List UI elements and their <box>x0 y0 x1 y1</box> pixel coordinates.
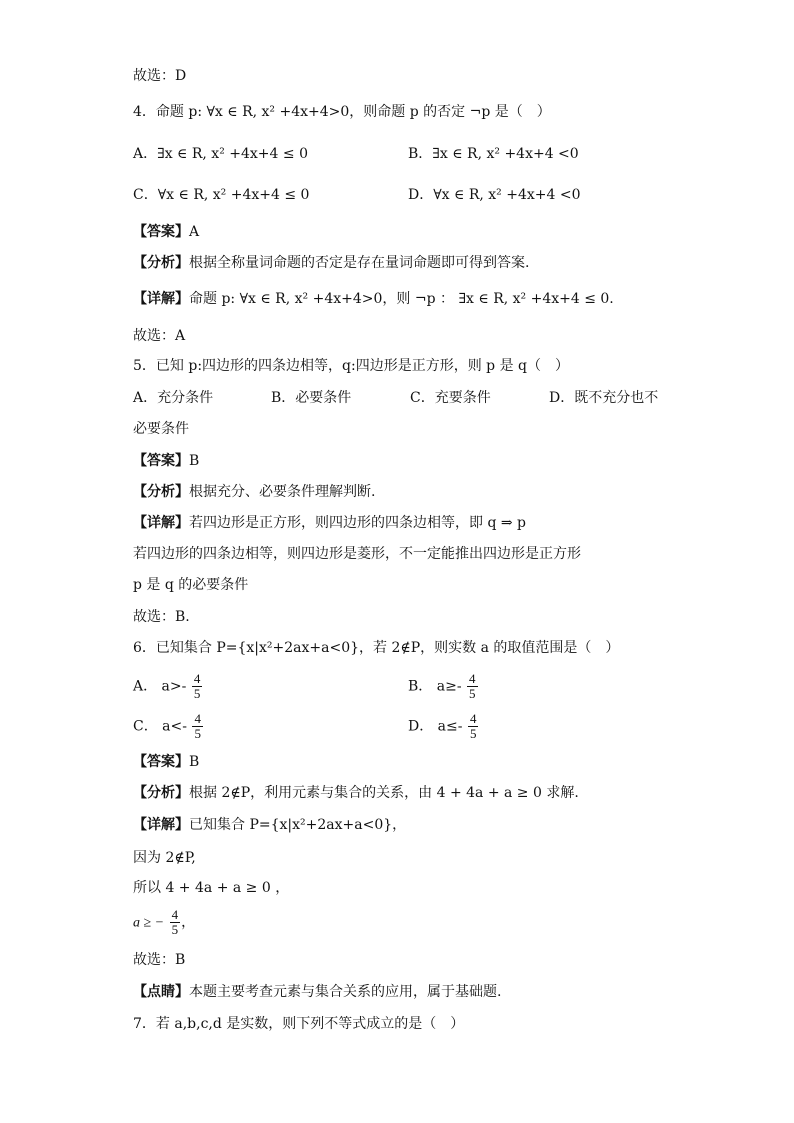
question-6-analysis <box>133 783 579 803</box>
analysis-text: 根据全称量词命题的否定是存在量词命题即可得到答案. <box>189 255 530 271</box>
fraction <box>192 672 203 701</box>
selection-line: 故选：D <box>133 68 187 84</box>
question-6-option-a <box>133 672 203 701</box>
analysis-tag: 【分析】 <box>133 785 189 801</box>
fraction-numerator: 4 <box>194 711 201 726</box>
question-4-analysis <box>133 253 529 273</box>
question-6-option-b <box>408 672 479 701</box>
question-5-option-d: D．既不充分也不 <box>549 390 659 406</box>
analysis-text: 根据 2∉P，利用元素与集合的关系，由 4 + 4a + a ≥ 0 求解. <box>189 785 579 801</box>
question-4-option-c: C．∀x ∈ R, x² +4x+4 ≤ 0 <box>133 187 310 203</box>
question-4-selection: 故选：A <box>133 328 186 344</box>
question-5-detail-line-2: 若四边形的四条边相等，则四边形是菱形，不一定能推出四边形是正方形 <box>133 546 581 562</box>
detail-text: 命题 p: ∀x ∈ R, x² +4x+4>0，则 ¬p ： ∃x ∈ R, x² +4x+4 ≤ 0. <box>189 291 614 307</box>
fraction-numerator: 4 <box>469 671 476 686</box>
analysis-tag: 【分析】 <box>133 484 189 500</box>
question-5-detail <box>133 513 526 533</box>
answer-tag: 【答案】 <box>133 453 189 469</box>
note-tag: 【点睛】 <box>133 984 189 1000</box>
option-c-prefix: C． a<- <box>133 718 187 735</box>
fraction-denominator: 5 <box>194 726 201 741</box>
fraction <box>468 712 479 741</box>
question-6-answer <box>133 752 199 772</box>
inequality-prefix: a ≥ − <box>133 915 165 931</box>
question-5-option-a: A．充分条件 <box>133 390 214 406</box>
detail-text: 若四边形是正方形，则四边形的四条边相等，即 q ⇒ p <box>189 515 527 531</box>
question-6-detail-line-2: 因为 2∉P, <box>133 850 196 866</box>
analysis-text: 根据充分、必要条件理解判断. <box>189 484 376 500</box>
detail-tag: 【详解】 <box>133 817 189 833</box>
fraction-numerator: 4 <box>171 907 179 922</box>
detail-tag: 【详解】 <box>133 515 189 531</box>
question-5-option-b: B．必要条件 <box>271 390 352 406</box>
question-5-detail-line-3: p 是 q 的必要条件 <box>133 577 249 593</box>
question-6-selection: 故选：B <box>133 952 186 968</box>
fraction <box>192 712 203 741</box>
option-d-prefix: D． a≤- <box>408 718 463 735</box>
fraction <box>467 672 478 701</box>
fraction-denominator: 5 <box>171 922 179 937</box>
question-5-option-d-continued: 必要条件 <box>133 421 189 437</box>
answer-value: B <box>189 453 200 469</box>
question-6-stem: 6．已知集合 P={x|x²+2ax+a<0}，若 2∉P，则实数 a 的取值范围是（ ） <box>133 640 620 656</box>
answer-value: B <box>189 754 200 770</box>
question-6-detail <box>133 815 406 835</box>
question-5-selection: 故选：B. <box>133 609 190 625</box>
answer-value: A <box>189 224 200 240</box>
fraction-numerator: 4 <box>469 711 477 726</box>
question-5-analysis <box>133 482 375 502</box>
answer-tag: 【答案】 <box>133 224 189 240</box>
question-5-stem: 5．已知 p:四边形的四条边相等，q:四边形是正方形，则 p 是 q（ ） <box>133 358 569 374</box>
fraction-numerator: 4 <box>193 671 201 686</box>
note-text: 本题主要考查元素与集合关系的应用，属于基础题. <box>189 984 502 1000</box>
question-4-stem: 4．命题 p: ∀x ∈ R, x² +4x+4>0，则命题 p 的否定 ¬p 是（ ） <box>133 104 551 120</box>
question-4-option-b: B．∃x ∈ R, x² +4x+4 <0 <box>408 146 579 162</box>
answer-tag: 【答案】 <box>133 754 189 770</box>
question-4-option-a: A．∃x ∈ R, x² +4x+4 ≤ 0 <box>133 146 308 162</box>
analysis-tag: 【分析】 <box>133 255 189 271</box>
question-4-detail <box>133 289 614 309</box>
fraction-denominator: 5 <box>193 686 201 701</box>
question-7-stem: 7．若 a,b,c,d 是实数，则下列不等式成立的是（ ） <box>133 1016 465 1032</box>
detail-text: 已知集合 P={x|x²+2ax+a<0}， <box>189 817 407 833</box>
fraction <box>170 908 181 937</box>
question-4-option-d: D．∀x ∈ R, x² +4x+4 <0 <box>408 187 581 203</box>
question-6-detail-line-3: 所以 4 + 4a + a ≥ 0 ， <box>133 880 290 896</box>
option-a-prefix: A． a>- <box>133 678 187 695</box>
question-5-option-c: C．充要条件 <box>410 390 491 406</box>
question-6-note <box>133 982 501 1002</box>
fraction-denominator: 5 <box>469 686 476 701</box>
question-6-option-c <box>133 712 204 741</box>
question-4-answer <box>133 222 199 242</box>
fraction-denominator: 5 <box>469 726 477 741</box>
question-6-option-d <box>408 712 479 741</box>
inequality-suffix: ， <box>181 914 196 931</box>
detail-tag: 【详解】 <box>133 291 189 307</box>
question-6-detail-line-4 <box>133 908 195 937</box>
option-b-prefix: B． a≥- <box>408 678 462 695</box>
question-5-answer <box>133 451 199 471</box>
